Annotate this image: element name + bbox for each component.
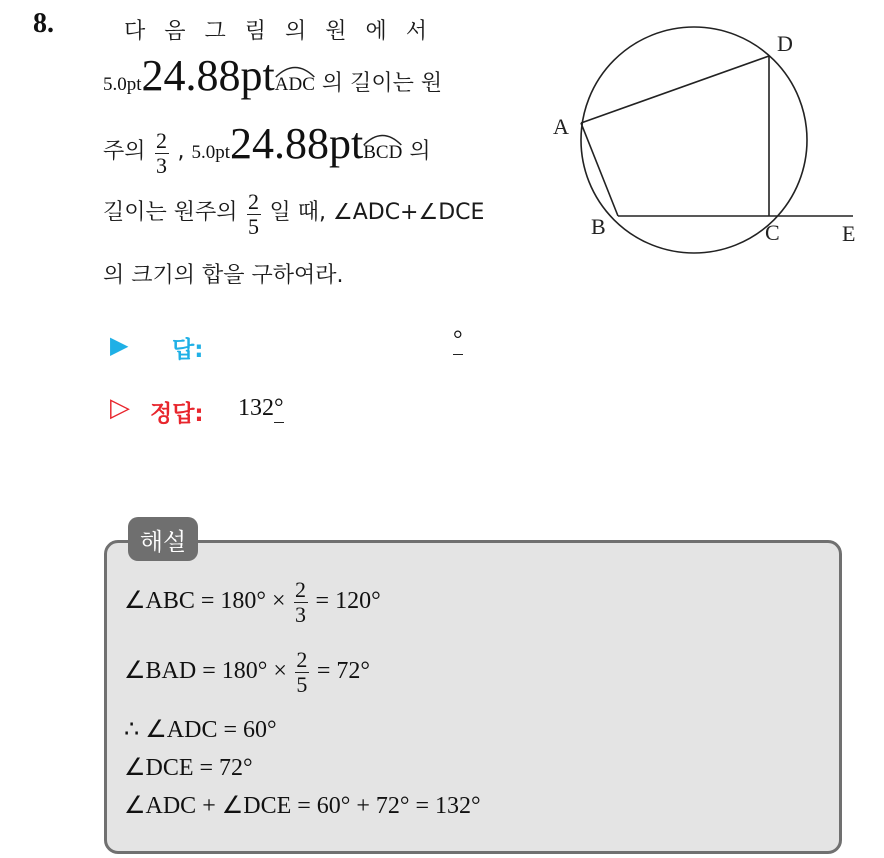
label-e: E: [842, 221, 856, 246]
circle-figure: [545, 20, 875, 260]
explanation-tag: 해설: [128, 517, 198, 561]
problem-line-2: [103, 50, 442, 101]
arc-adc-label: ADC: [274, 74, 315, 95]
fraction-denominator: 5: [296, 672, 308, 697]
arc-adc: [275, 66, 315, 96]
correct-answer-unit: °: [274, 395, 284, 421]
equation-1-fraction: [294, 578, 308, 627]
answer-label: 답:: [172, 337, 204, 363]
label-a: A: [553, 114, 569, 139]
problem-line-3: [103, 118, 431, 178]
fraction-numerator: 2: [156, 128, 167, 153]
fraction-two-fifths: [247, 190, 261, 239]
label-c: C: [765, 220, 780, 245]
fraction-numerator: 2: [295, 577, 307, 602]
equation-3: ∴ ∠ADC = 60°: [124, 717, 277, 743]
label-b: B: [591, 214, 606, 239]
answer-marker-icon: ▶: [110, 331, 129, 359]
fraction-numerator: 2: [296, 647, 308, 672]
correct-answer-number: 132: [238, 395, 274, 421]
equation-2: [124, 648, 370, 697]
correct-marker-icon: ▷: [110, 393, 130, 423]
problem-line-1: 다 음 그 림 의 원 에 서: [124, 19, 433, 44]
problem-number: 8.: [33, 8, 54, 39]
arc-bcd: [363, 134, 402, 164]
fraction-denominator: 5: [248, 214, 259, 239]
equation-1-right: = 120°: [309, 588, 381, 615]
problem-line-4: [103, 190, 484, 239]
font-size-label-big-2: 24.88pt: [230, 119, 364, 168]
answer-blank[interactable]: [453, 327, 463, 355]
correct-answer-value: [238, 395, 284, 423]
equation-2-right: = 72°: [310, 658, 370, 685]
equation-5: ∠ADC + ∠DCE = 60° + 72° = 132°: [124, 793, 481, 819]
answer-unit: °: [453, 327, 463, 353]
fraction-numerator: 2: [248, 189, 259, 214]
fraction-denominator: 3: [156, 153, 167, 178]
equation-1-left: ∠ABC = 180° ×: [124, 588, 292, 615]
equation-2-fraction: [295, 648, 309, 697]
font-size-label-small-2: 5.0pt: [191, 142, 231, 163]
comma: ,: [170, 139, 192, 164]
equation-1: [124, 578, 381, 627]
problem-line-2-tail: 의 길이는 원: [314, 71, 443, 96]
fraction-two-thirds: [155, 129, 169, 178]
label-d: D: [777, 31, 793, 56]
problem-line-4-tail: 일 때, ∠ADC+∠DCE: [262, 200, 485, 225]
problem-line-3-head: 주의: [103, 139, 153, 164]
arc-bcd-label: BCD: [363, 142, 403, 163]
fraction-denominator: 3: [295, 602, 307, 627]
problem-line-5: 의 크기의 합을 구하여라.: [103, 263, 344, 288]
font-size-label-small: 5.0pt: [103, 74, 142, 95]
font-size-label-big: 24.88pt: [141, 51, 275, 100]
problem-line-4-head: 길이는 원주의: [103, 200, 245, 225]
problem-line-3-tail: 의: [402, 139, 431, 164]
correct-answer-label: 정답:: [150, 401, 204, 427]
equation-4: ∠DCE = 72°: [124, 755, 253, 781]
equation-2-left: ∠BAD = 180° ×: [124, 658, 293, 685]
